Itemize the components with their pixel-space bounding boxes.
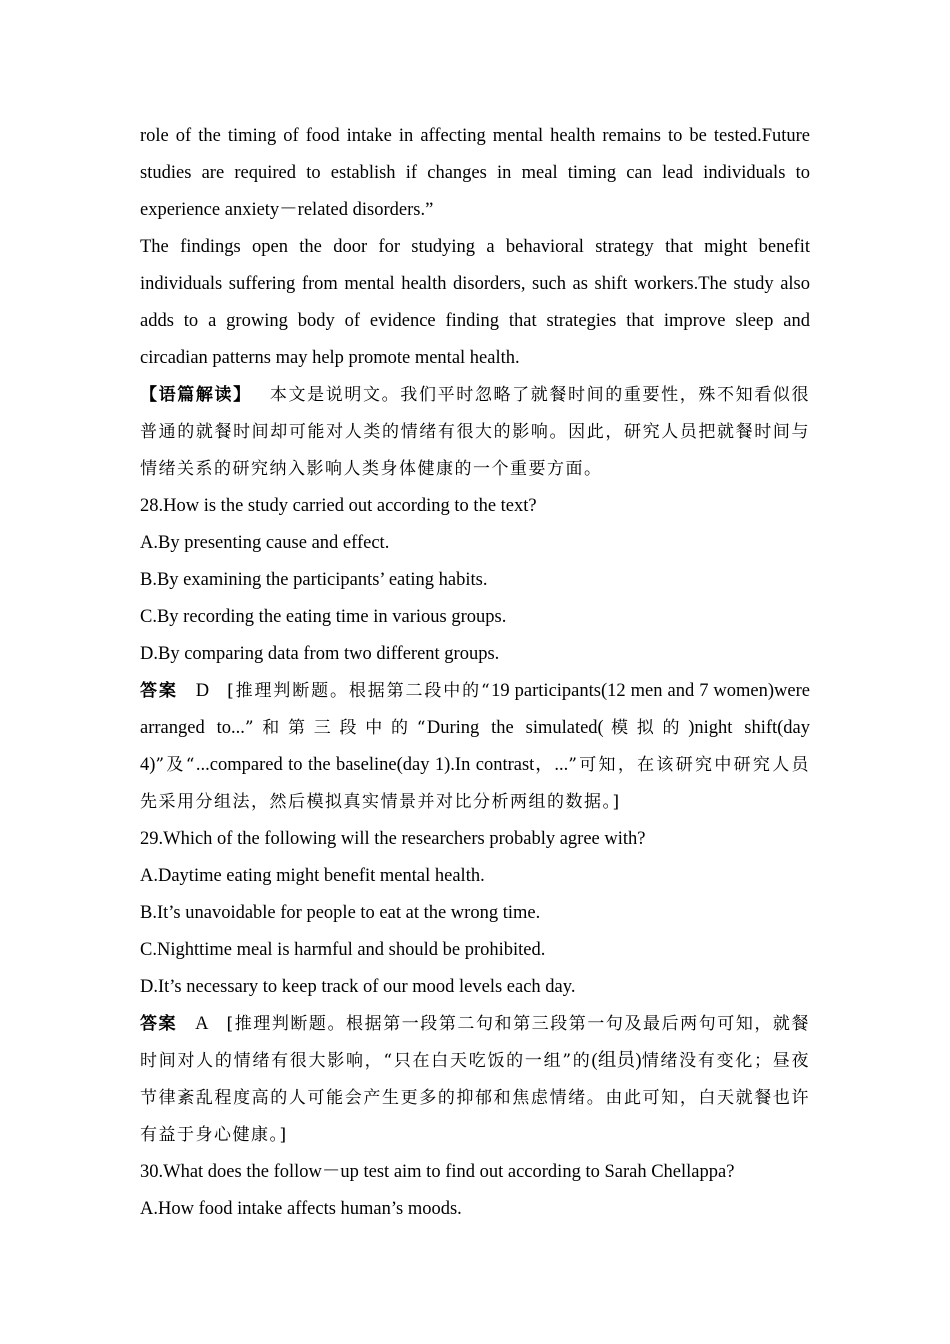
- document-page: [140, 118, 810, 1228]
- answer-explanation: [推理判断题。根据第一段第二句和第三段第一句及最后两句可知，就餐时间对人的情绪有很大影响，“只在白天吃饭的一组”的: [140, 1014, 810, 1071]
- answer-quote: )night shift(day 4): [140, 718, 811, 775]
- answer-quote: ...compared to the baseline(day 1).In contrast，...: [195, 755, 569, 775]
- q28-option-a: A.By presenting cause and effect.: [140, 533, 390, 553]
- answer-quote: During the simulated(: [426, 718, 604, 738]
- answer-quote: 19 participants(12 men and 7 women)were arranged to...: [140, 681, 811, 738]
- q28-option-b: B.By examining the participants’ eating habits.: [140, 570, 488, 590]
- q29-option-a: A.Daytime eating might benefit mental health.: [140, 866, 485, 886]
- question-30: 30.What does the follow－up test aim to find out according to Sarah Chellappa?: [140, 1162, 735, 1182]
- question-28: 28.How is the study carried out according to the text?: [140, 496, 537, 516]
- q29-option-c: C.Nighttime meal is harmful and should be prohibited.: [140, 940, 546, 960]
- answer-letter: A: [195, 1014, 209, 1034]
- q28-option-c: C.By recording the eating time in various groups.: [140, 607, 507, 627]
- interpretation-label: 【语篇解读】: [140, 385, 252, 405]
- paragraph-findings: The findings open the door for studying a behavioral strategy that might benefit individuals suffering from mental health disorders, such as shift workers.The study also adds to a growing body of evidence finding that strategies that improve sleep and circadian patterns may help promote mental health.: [140, 237, 810, 368]
- question-29: 29.Which of the following will the researchers probably agree with?: [140, 829, 646, 849]
- q28-option-d: D.By comparing data from two different groups.: [140, 644, 500, 664]
- q30-option-a: A.How food intake affects human’s moods.: [140, 1199, 462, 1219]
- answer-label: 答案: [140, 681, 178, 701]
- answer-label: 答案: [140, 1014, 178, 1034]
- q29-option-b: B.It’s unavoidable for people to eat at the wrong time.: [140, 903, 541, 923]
- q29-answer: [140, 1006, 810, 1154]
- q28-answer: [140, 673, 810, 821]
- answer-quote: (组员): [591, 1051, 642, 1071]
- answer-explanation: ”可知，在该研究中研究人员先采用分组法，然后模拟真实情景并对比分析两组的数据。]: [140, 755, 810, 812]
- answer-explanation: 情绪没有变化；昼夜节律紊乱程度高的人可能会产生更多的抑郁和焦虑情绪。由此可知，白天就餐也许有益于身心健康。]: [140, 1051, 810, 1145]
- interpretation-text: 本文是说明文。我们平时忽略了就餐时间的重要性，殊不知看似很普通的就餐时间却可能对人类的情绪有很大的影响。因此，研究人员把就餐时间与情绪关系的研究纳入影响人类身体健康的一个重要方面。: [140, 385, 811, 479]
- q29-option-d: D.It’s necessary to keep track of our mood levels each day.: [140, 977, 576, 997]
- answer-explanation: [推理判断题。根据第二段中的“: [227, 681, 492, 701]
- interpretation-paragraph: [140, 377, 810, 488]
- answer-explanation: ”及“: [155, 755, 196, 775]
- answer-letter: D: [195, 681, 210, 701]
- answer-explanation: ”和第三段中的“: [244, 718, 427, 738]
- answer-explanation: 模拟的: [603, 718, 689, 738]
- paragraph-continuation: role of the timing of food intake in affecting mental health remains to be tested.Future studies are required to establish if changes in meal timing can lead individuals to experience anxiety－related disorders.”: [140, 126, 810, 220]
